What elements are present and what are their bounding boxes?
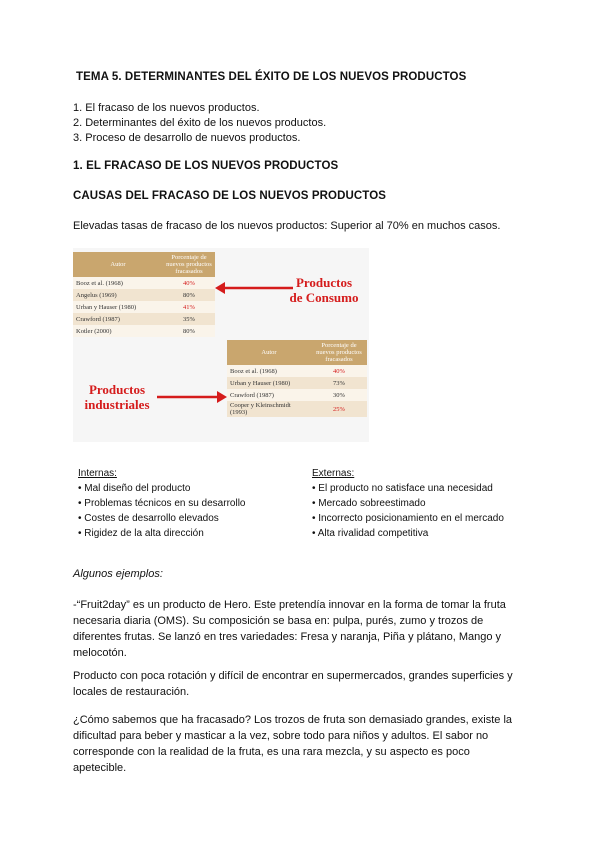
table-cell: Booz et al. (1968) [73, 277, 163, 289]
list-item: • Incorrecto posicionamiento en el mercado [312, 513, 504, 524]
index-item: 1. El fracaso de los nuevos productos. [73, 102, 260, 114]
table-cell: Angelus (1969) [73, 289, 163, 301]
table-header: Autor [73, 252, 163, 277]
arrow-right-icon [157, 391, 227, 403]
list-item: • Costes de desarrollo elevados [78, 513, 219, 524]
external-causes-title: Externas: [312, 468, 355, 479]
list-item: • Mal diseño del producto [78, 483, 191, 494]
table-header: Porcentaje de nuevos productos fracasados [311, 340, 367, 365]
table-cell: 40% [163, 277, 215, 289]
list-item: • Alta rivalidad competitiva [312, 528, 429, 539]
table-cell: Booz et al. (1968) [227, 365, 311, 377]
table-row [73, 313, 215, 325]
industrial-products-table [227, 340, 367, 417]
page-title: TEMA 5. DETERMINANTES DEL ÉXITO DE LOS NUEVOS PRODUCTOS [76, 71, 467, 83]
subsection-heading: CAUSAS DEL FRACASO DE LOS NUEVOS PRODUCTOS [73, 190, 387, 202]
consumer-products-label [283, 275, 365, 305]
table-header: Porcentaje de nuevos productos fracasados [163, 252, 215, 277]
list-item: • Rigidez de la alta dirección [78, 528, 204, 539]
table-row [227, 377, 367, 389]
label-line: Productos [295, 275, 353, 290]
table-cell: 73% [311, 377, 367, 389]
internal-causes-title: Internas: [78, 468, 117, 479]
table-cell: 41% [163, 301, 215, 313]
table-cell: 25% [311, 401, 367, 417]
index-item: 3. Proceso de desarrollo de nuevos productos. [73, 132, 301, 144]
section-heading: 1. EL FRACASO DE LOS NUEVOS PRODUCTOS [73, 160, 339, 172]
table-header: Autor [227, 340, 311, 365]
internal-causes [78, 466, 298, 541]
label-line: industriales [84, 397, 150, 412]
consumer-products-table [73, 252, 215, 337]
table-cell: 80% [163, 289, 215, 301]
table-cell: 30% [311, 389, 367, 401]
list-item: • Problemas técnicos en su desarrollo [78, 498, 246, 509]
list-item: • El producto no satisface una necesidad [312, 483, 493, 494]
label-line: Productos [88, 382, 146, 397]
failure-rate-figure [73, 248, 369, 442]
table-cell: 35% [163, 313, 215, 325]
table-row [227, 389, 367, 401]
table-row [73, 277, 215, 289]
external-causes [312, 466, 542, 541]
examples-heading: Algunos ejemplos: [73, 568, 163, 580]
table-row [73, 301, 215, 313]
index-list [73, 101, 326, 146]
table-cell: Crawford (1987) [73, 313, 163, 325]
paragraph-failure: ¿Cómo sabemos que ha fracasado? Los trozos de fruta son demasiado grandes, existe la dificultad para beber y masticar a la vez, sobre todo para niños y adultos. El sabor no corresponde con la realidad de la fruta, es una rara mezcla, y su aspecto es poco apetecible. [73, 714, 513, 774]
label-line: de Consumo [289, 290, 359, 305]
list-item: • Mercado sobreestimado [312, 498, 426, 509]
index-item: 2. Determinantes del éxito de los nuevos productos. [73, 117, 327, 129]
table-cell: Kotler (2000) [73, 325, 163, 337]
industrial-products-label [77, 382, 157, 412]
intro-text: Elevadas tasas de fracaso de los nuevos productos: Superior al 70% en muchos casos. [73, 220, 501, 232]
table-cell: Crawford (1987) [227, 389, 311, 401]
table-row [227, 401, 367, 417]
table-cell: 80% [163, 325, 215, 337]
paragraph-rotation: Producto con poca rotación y difícil de encontrar en supermercados, grandes superficies y locales de restauración. [73, 670, 513, 698]
paragraph-fruit2day: -“Fruit2day” es un producto de Hero. Este pretendía innovar en la forma de tomar la fruta necesaria diaria (OMS). Su composición se basa en: pulpa, purés, zumo y trozos de diferentes frutas. Se lanzó en tres variedades: Fresa y naranja, Piña y plátano, Mango y melocotón. [73, 599, 506, 659]
table-cell: 40% [311, 365, 367, 377]
table-row [73, 325, 215, 337]
table-cell: Urban y Hauser (1980) [227, 377, 311, 389]
table-row [73, 289, 215, 301]
table-cell: Urban y Hauser (1980) [73, 301, 163, 313]
table-row [227, 365, 367, 377]
table-cell: Cooper y Kleinschmidt (1993) [227, 401, 311, 417]
